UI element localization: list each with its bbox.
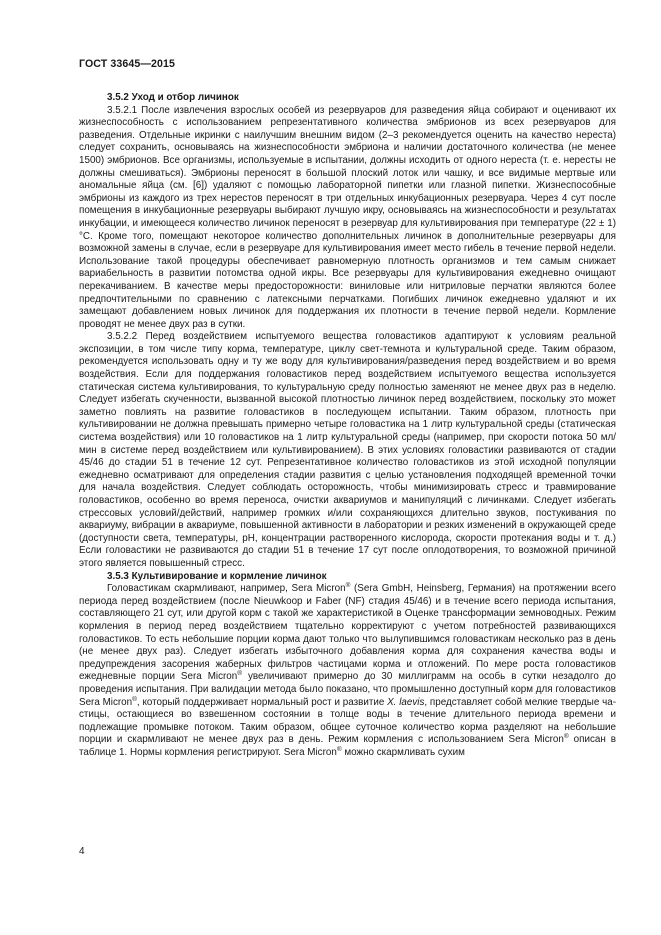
registered-mark: ® — [336, 745, 342, 753]
registered-mark: ® — [237, 670, 243, 678]
text-run: , представляет собой мелкие твердые частицы, остающиеся во взвешенном состоянии в толще воды в течение длительного периода времени и подлежащие промывке потоком. Таким образом, общее суточное количество корма разделяют на небольшие порции и скармливают не менее двух раз в день. Режим кормления с использованием Sera Micron — [79, 696, 616, 746]
document-code-header: ГОСТ 33645—2015 — [79, 58, 176, 70]
species-name: X. laevis — [387, 696, 425, 708]
text-run: Головастикам скармливают, например, Sera Micron — [107, 583, 346, 595]
paragraph-3-5-3-feeding — [79, 583, 616, 759]
document-body — [79, 92, 616, 759]
section-heading-3-5-3: 3.5.3 Культивирование и кормление личинок — [107, 570, 327, 582]
text-run: (Sera GmbH, Heinsberg, Германия) на протяжении всего периода перед воздействием (после Nieuwkoop и Faber (NF) стадия 45/46) и в течение всего периода испытания, составляющего 21 сут, или другой корм с такой же характеристикой в Оценке трансформации земноводных. Режим кормления в период перед воздействием тщательно корректируют с учетом потребностей развивающихся головастиков. То есть небольшие порции корма дают только что вылупившимся головастикам несколько раз в день (не менее двух раз). Следует избегать избыточного добавления корма для сохранения качества воды и предупреждения засорения жаберных фильтров частицами корма и отложений. По мере роста головастиков ежедневные порции Sera Micron — [79, 583, 616, 683]
text-run: увеличивают примерно до 30 миллиграмм на особь в сутки незадолго до проведения испытания. При валидации метода было показано, что промышленно доступный корм для головастиков Sera Micron — [79, 671, 616, 708]
section-heading-3-5-2: 3.5.2 Уход и отбор личинок — [107, 92, 239, 103]
registered-mark: ® — [345, 582, 351, 590]
text-run: можно скармливать сухим — [341, 746, 465, 758]
page-number: 4 — [79, 846, 85, 857]
text-run: описан в таблице 1. Нормы кормления регистрируют. Sera Micron — [79, 734, 616, 758]
registered-mark: ® — [132, 695, 137, 703]
text-run: , который поддерживает нормальный рост и развитие — [136, 696, 388, 708]
registered-mark: ® — [563, 733, 569, 741]
paragraph-3-5-2-1: 3.5.2.1 После извлечения взрослых особей из резервуаров для разведения яйца собирают и оценивают их жизнеспособность с использованием репрезентативного количества эмбрионов из всех резервуаров для разведения. Отдельные икринки с наилучшим внешним видом (2–3 рекомендуется оценить на качество нереста) следует сохранить, основываясь на жизнеспособности эмбриона и наличии достаточного количества (не менее 1500) эмбрионов. Все организмы, используемые в испытании, должны исходить от одного нереста (т. е. нересты не должны смешиваться). Эмбрионы переносят в большой плоский лоток или чашку, и все видимые мертвые или аномальные яйца (см. [6]) удаляют с помощью лабораторной пипетки или глазной пипетки. Жизнеспособные эмбрионы из каждого из трех нерестов переносят в три отдельных инкубационных резервуара. Через 4 сут после помещения в инкубационные резервуары выбирают лучшую икру, основываясь на жизнеспособности и результатах инкубации, и имеющееся количество личинок переносят в резервуар для культивирования при температуре (22 ± 1) °С. Кроме того, помещают некоторое количество дополнительных личинок в дополнительные резервуары для возможной замены в случае, если в резервуаре для культивирования имеет место гибель в течение первой недели. Использование такой процедуры обеспечивает равномерную плотность организмов и тем самым снижает вариабельность в развитии потомства одной икры. Все резервуары для культивирования ежедневно очищают перекачиванием. В качестве меры предосторожности: виниловые или нитриловые перчатки являются более предпочтительными по сравнению с латексными перчатками. Погибших личинок ежедневно удаляют и их замещают добавлением новых личинок для поддержания их плотности в течение первой недели. Кормление проводят не менее двух раз в сутки. — [79, 104, 616, 330]
paragraph-3-5-2-2: 3.5.2.2 Перед воздействием испытуемого вещества головастиков адаптируют к условиям реальной экспозиции, в том числе типу корма, температуре, циклу свет-темнота и культуральной среде. Таким образом, рекомендуется использовать одну и ту же воду для культивирования/разведения перед воздействием и во время воздействия. Если для поддержания головастиков перед воздействием испытуемого вещества используется статическая система культивирования, то культуральную среду полностью заменяют не менее двух раз в неделю. Следует избегать скученности, вызванной высокой плотностью личинок перед воздействием, поскольку это может заметно повлиять на развитие головастиков в последующем испытании. Таким образом, плотность при культивировании не должна превышать примерно четыре головастика на 1 литр культуральной среды (статическая система воздействия) или 10 головастиков на 1 литр культуральной среды (например, при скорости потока 50 мл/мин в системе перед воздействием или культивированием). В этих условиях головастики развиваются от стадии 45/46 до стадии 51 в течение 12 сут. Репрезентативное количество головастиков из этой исходной популяции ежедневно осматривают для определения стадии развития с целью установления подходящей временной точки для начала воздействия. Следует соблюдать осторожность, чтобы минимизировать стресс и травмирование головастиков, особенно во время переноса, очистки аквариумов и манипуляций с личинками. Следует избегать стрессовых условий/действий, например громких и/или сохраняющихся длительно звуков, постукивания по аквариуму, вибрации в аквариуме, повышенной активности в лаборатории и резких изменений в окружающей среде (доступности света, температуры, рН, концентрации растворенного кислорода, скорости протекания воды и т. д.) Если головастики не развиваются до стадии 51 в течение 17 сут после оплодотворения, то возможной причиной этого является повышенный стресс. — [79, 331, 616, 569]
